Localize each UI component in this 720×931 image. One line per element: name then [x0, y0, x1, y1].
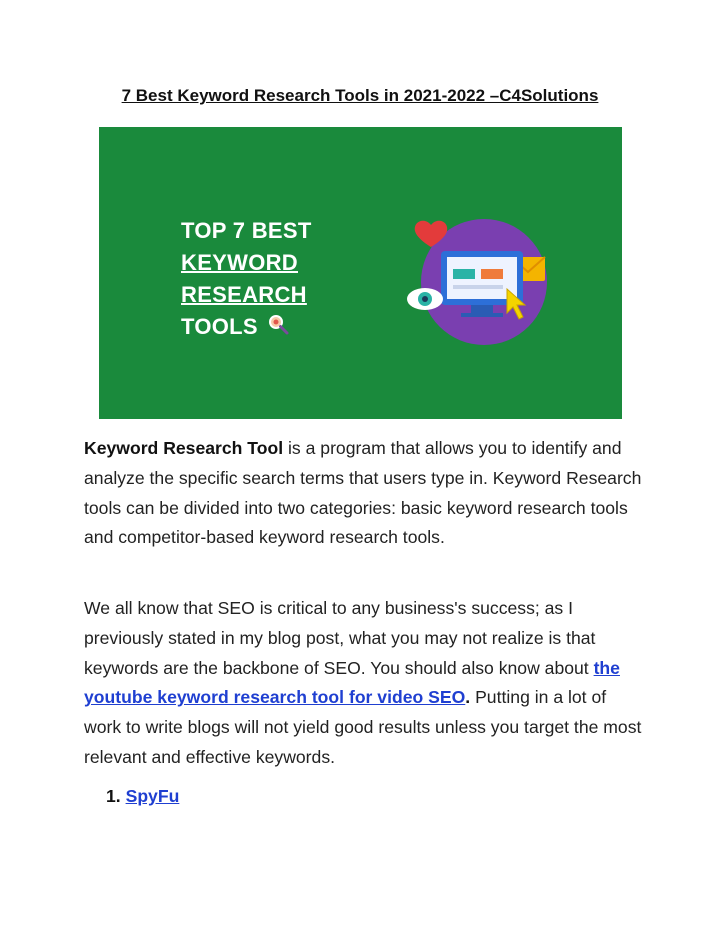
- magnifier-icon: [267, 313, 291, 337]
- list-number: 1.: [106, 786, 121, 806]
- intro-paragraph: Keyword Research Tool is a program that allows you to identify and analyze the specific search terms that users type in. Keyword Research tools can be divided into two categories: basic keyword research tools and competitor-based keyword research tools.: [84, 438, 642, 548]
- banner-heading: [181, 215, 312, 343]
- banner-line-4: TOOLS: [181, 311, 312, 343]
- keyword-research-tool-term: Keyword Research Tool: [84, 438, 284, 458]
- youtube-keyword-tool-link[interactable]: the youtube keyword research tool for video SEO: [84, 657, 620, 708]
- hero-banner: [99, 127, 622, 419]
- banner-line-2: KEYWORD: [181, 250, 298, 275]
- list-item: [106, 786, 179, 807]
- spyfu-link[interactable]: SpyFu: [125, 786, 180, 806]
- illustration: [399, 217, 559, 347]
- page-title: 7 Best Keyword Research Tools in 2021-2022 –C4Solutions: [121, 86, 599, 105]
- seo-paragraph: We all know that SEO is critical to any business's success; as I previously stated in my blog post, what you may not realize is that keywords are the backbone of SEO. You should also know about the youtube keyword research tool for video SEO. Putting in a lot of work to write blogs will not yield good results unless you target the most relevant and effective keywords.: [84, 598, 642, 767]
- eye-icon: [407, 288, 443, 310]
- banner-line-3: RESEARCH: [181, 282, 307, 307]
- banner-line-1: TOP 7 BEST: [181, 218, 312, 243]
